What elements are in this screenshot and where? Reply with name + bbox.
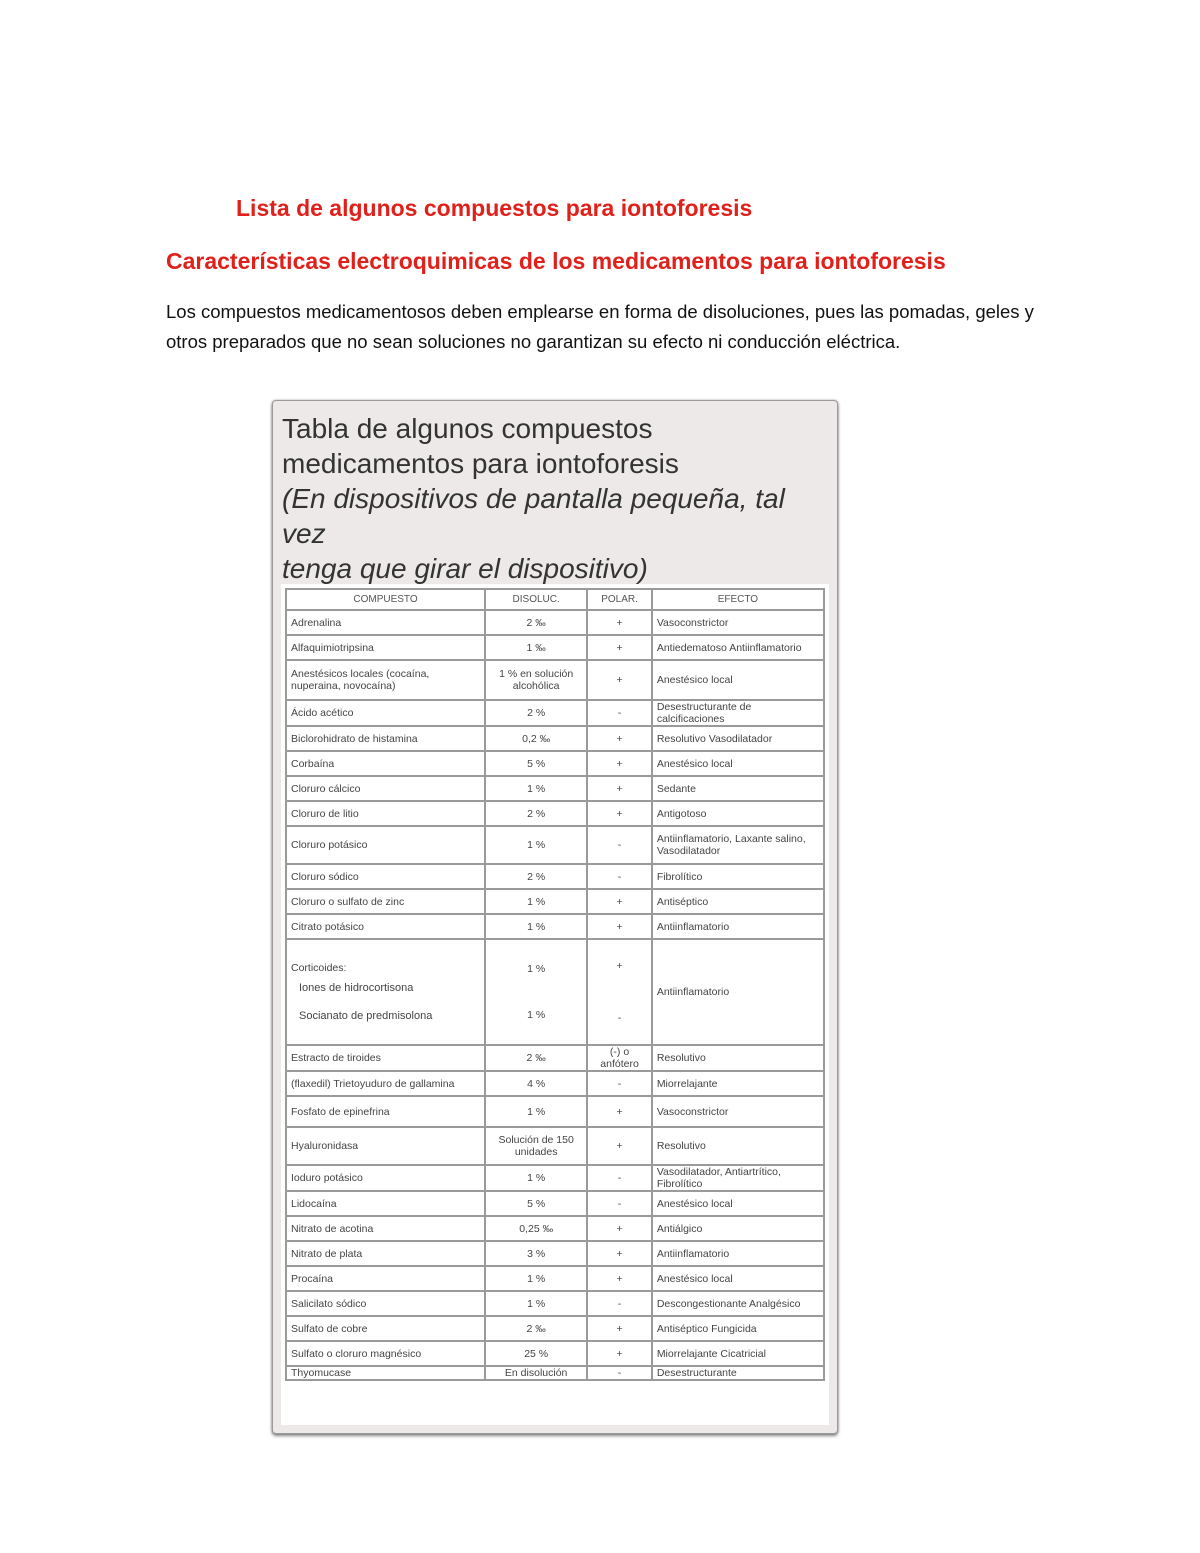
compuesto-cell: Nitrato de plata: [286, 1241, 485, 1266]
polar-cell: +: [587, 1216, 652, 1241]
polar-cell: -: [587, 1165, 652, 1191]
table-row: [286, 1341, 824, 1366]
polar-cell: -: [587, 1291, 652, 1316]
compuesto-cell: Cloruro o sulfato de zinc: [286, 889, 485, 914]
compuesto-cell: Corbaína: [286, 751, 485, 776]
compuesto-cell: Adrenalina: [286, 610, 485, 635]
compuesto-cell: Ioduro potásico: [286, 1165, 485, 1191]
polar-cell: +: [587, 1096, 652, 1127]
corticoides-sub2: Socianato de predmisolona: [299, 1010, 433, 1022]
column-header-disoluc: DISOLUC.: [485, 589, 587, 610]
compuesto-cell: Alfaquimiotripsina: [286, 635, 485, 660]
efecto-cell: Vasodilatador, Antiartrítico, Fibrolítico: [652, 1165, 824, 1191]
polar-cell: +: [587, 914, 652, 939]
efecto-cell: Descongestionante Analgésico: [652, 1291, 824, 1316]
compuesto-cell: Fosfato de epinefrina: [286, 1096, 485, 1127]
polar-cell: +: [587, 1241, 652, 1266]
disoluc-cell: 1 ‰: [485, 635, 587, 660]
table-row: [286, 1191, 824, 1216]
compuesto-cell: Cloruro de litio: [286, 801, 485, 826]
efecto-cell: Anestésico local: [652, 660, 824, 700]
polar-cell: +: [587, 726, 652, 751]
compounds-table: [285, 588, 825, 1381]
compuesto-cell: [286, 939, 485, 1045]
efecto-cell: Antiinflamatorio: [652, 1241, 824, 1266]
disoluc-cell: 2 %: [485, 700, 587, 726]
polar-cell: -: [587, 826, 652, 864]
efecto-cell: Anestésico local: [652, 1266, 824, 1291]
efecto-cell: Antigotoso: [652, 801, 824, 826]
compuesto-cell: Anestésicos locales (cocaína, nuperaina, novocaína): [286, 660, 485, 700]
efecto-cell: Sedante: [652, 776, 824, 801]
intro-paragraph: Los compuestos medicamentosos deben emplearse en forma de disoluciones, pues las pomadas, geles y otros preparados que no sean soluciones no garantizan su efecto ni conducción eléctrica.: [166, 301, 1034, 352]
disoluc-cell: 1 %: [485, 914, 587, 939]
table-row: [286, 776, 824, 801]
efecto-cell: Miorrelajante Cicatricial: [652, 1341, 824, 1366]
disoluc-cell: 1 %: [485, 1266, 587, 1291]
disoluc-cell: 1 %: [485, 776, 587, 801]
disoluc-cell: 2 %: [485, 801, 587, 826]
card-title-line1: Tabla de algunos compuestos: [282, 413, 653, 444]
corticoides-disoluc1: 1 %: [527, 963, 546, 975]
card-note-line2: tenga que girar el dispositivo): [282, 553, 648, 584]
disoluc-cell: [485, 939, 587, 1045]
table-row: [286, 864, 824, 889]
polar-cell: -: [587, 1071, 652, 1096]
compuesto-cell: Estracto de tiroides: [286, 1045, 485, 1071]
disoluc-cell: 2 ‰: [485, 1316, 587, 1341]
polar-cell: +: [587, 801, 652, 826]
polar-cell: +: [587, 1127, 652, 1165]
efecto-cell: Antiedematoso Antiinflamatorio: [652, 635, 824, 660]
polar-cell: -: [587, 700, 652, 726]
disoluc-cell: Solución de 150 unidades: [485, 1127, 587, 1165]
polar-cell: +: [587, 1341, 652, 1366]
table-row: [286, 751, 824, 776]
disoluc-cell: 5 %: [485, 1191, 587, 1216]
disoluc-cell: 1 %: [485, 889, 587, 914]
efecto-cell: Anestésico local: [652, 1191, 824, 1216]
column-header-compuesto: COMPUESTO: [286, 589, 485, 610]
table-row: [286, 1316, 824, 1341]
efecto-cell: Antiinflamatorio: [652, 914, 824, 939]
disoluc-cell: 0,25 ‰: [485, 1216, 587, 1241]
disoluc-cell: En disolución: [485, 1366, 587, 1380]
efecto-cell: Miorrelajante: [652, 1071, 824, 1096]
compuesto-cell: Lidocaína: [286, 1191, 485, 1216]
compuesto-cell: Salicilato sódico: [286, 1291, 485, 1316]
compuesto-cell: Hyaluronidasa: [286, 1127, 485, 1165]
disoluc-cell: 1 %: [485, 1165, 587, 1191]
disoluc-cell: 2 ‰: [485, 1045, 587, 1071]
polar-cell: -: [587, 1366, 652, 1380]
compounds-table-image: [272, 400, 838, 1434]
card-title-line2: medicamentos para iontoforesis: [282, 448, 679, 479]
characteristics-heading: Características electroquimicas de los medicamentos para iontoforesis: [166, 248, 946, 274]
efecto-cell: Antiinflamatorio, Laxante salino, Vasodilatador: [652, 826, 824, 864]
compuesto-cell: Procaína: [286, 1266, 485, 1291]
efecto-cell: Resolutivo: [652, 1045, 824, 1071]
corticoides-sub1: Iones de hidrocortisona: [299, 982, 414, 994]
efecto-cell: Anestésico local: [652, 751, 824, 776]
compuesto-cell: Cloruro sódico: [286, 864, 485, 889]
list-heading: Lista de algunos compuestos para iontoforesis: [236, 195, 753, 221]
column-header-polar: POLAR.: [587, 589, 652, 610]
table-row-corticoides: [286, 939, 824, 1045]
efecto-cell: Desestructurante: [652, 1366, 824, 1380]
polar-cell: +: [587, 1266, 652, 1291]
table-row: [286, 914, 824, 939]
polar-cell: +: [587, 610, 652, 635]
compuesto-cell: Ácido acético: [286, 700, 485, 726]
card-title: [282, 411, 827, 586]
compuesto-cell: Biclorohidrato de histamina: [286, 726, 485, 751]
disoluc-cell: 1 % en solución alcohólica: [485, 660, 587, 700]
column-header-efecto: EFECTO: [652, 589, 824, 610]
compuesto-cell: Sulfato de cobre: [286, 1316, 485, 1341]
corticoides-polar2: -: [617, 1012, 622, 1024]
table-frame: [281, 584, 829, 1425]
disoluc-cell: 1 %: [485, 1291, 587, 1316]
table-body: [286, 610, 824, 1380]
disoluc-cell: 2 %: [485, 864, 587, 889]
disoluc-cell: 4 %: [485, 1071, 587, 1096]
corticoides-disoluc2: 1 %: [527, 1009, 546, 1021]
table-row: [286, 801, 824, 826]
polar-cell: +: [587, 660, 652, 700]
compuesto-cell: Cloruro cálcico: [286, 776, 485, 801]
table-row: [286, 635, 824, 660]
efecto-cell: Vasoconstrictor: [652, 610, 824, 635]
compuesto-cell: (flaxedil) Trietoyuduro de gallamina: [286, 1071, 485, 1096]
compuesto-cell: Citrato potásico: [286, 914, 485, 939]
polar-cell: +: [587, 889, 652, 914]
table-row: [286, 826, 824, 864]
table-row: [286, 1096, 824, 1127]
table-row: [286, 1266, 824, 1291]
disoluc-cell: 5 %: [485, 751, 587, 776]
efecto-cell: Antiséptico Fungicida: [652, 1316, 824, 1341]
compuesto-cell: Sulfato o cloruro magnésico: [286, 1341, 485, 1366]
compuesto-cell: Thyomucase: [286, 1366, 485, 1380]
polar-cell: -: [587, 1191, 652, 1216]
efecto-cell: Resolutivo: [652, 1127, 824, 1165]
table-row: [286, 1241, 824, 1266]
table-row: [286, 1071, 824, 1096]
table-row: [286, 1165, 824, 1191]
polar-cell: +: [587, 776, 652, 801]
efecto-cell: Antiinflamatorio: [652, 939, 824, 1045]
polar-cell: -: [587, 864, 652, 889]
disoluc-cell: 25 %: [485, 1341, 587, 1366]
polar-cell: [587, 939, 652, 1045]
table-row: [286, 889, 824, 914]
table-row: [286, 610, 824, 635]
corticoides-label: Corticoides:: [291, 962, 347, 974]
table-row: [286, 660, 824, 700]
efecto-cell: Resolutivo Vasodilatador: [652, 726, 824, 751]
disoluc-cell: 2 ‰: [485, 610, 587, 635]
table-row: [286, 1216, 824, 1241]
compuesto-cell: Cloruro potásico: [286, 826, 485, 864]
table-header-row: [286, 589, 824, 610]
table-row: [286, 700, 824, 726]
polar-cell: +: [587, 1316, 652, 1341]
efecto-cell: Antiálgico: [652, 1216, 824, 1241]
disoluc-cell: 1 %: [485, 1096, 587, 1127]
disoluc-cell: 0,2 ‰: [485, 726, 587, 751]
polar-cell: +: [587, 635, 652, 660]
compuesto-cell: Nitrato de acotina: [286, 1216, 485, 1241]
efecto-cell: Vasoconstrictor: [652, 1096, 824, 1127]
disoluc-cell: 1 %: [485, 826, 587, 864]
polar-cell: +: [587, 751, 652, 776]
efecto-cell: Antiséptico: [652, 889, 824, 914]
table-row: [286, 1045, 824, 1071]
polar-cell: (-) o anfótero: [587, 1045, 652, 1071]
efecto-cell: Desestructurante de calcificaciones: [652, 700, 824, 726]
corticoides-polar1: +: [616, 960, 623, 972]
table-row: [286, 726, 824, 751]
table-row: [286, 1291, 824, 1316]
efecto-cell: Fibrolítico: [652, 864, 824, 889]
table-row: [286, 1366, 824, 1380]
table-row: [286, 1127, 824, 1165]
card-note-line1: (En dispositivos de pantalla pequeña, tal vez: [282, 483, 785, 549]
disoluc-cell: 3 %: [485, 1241, 587, 1266]
